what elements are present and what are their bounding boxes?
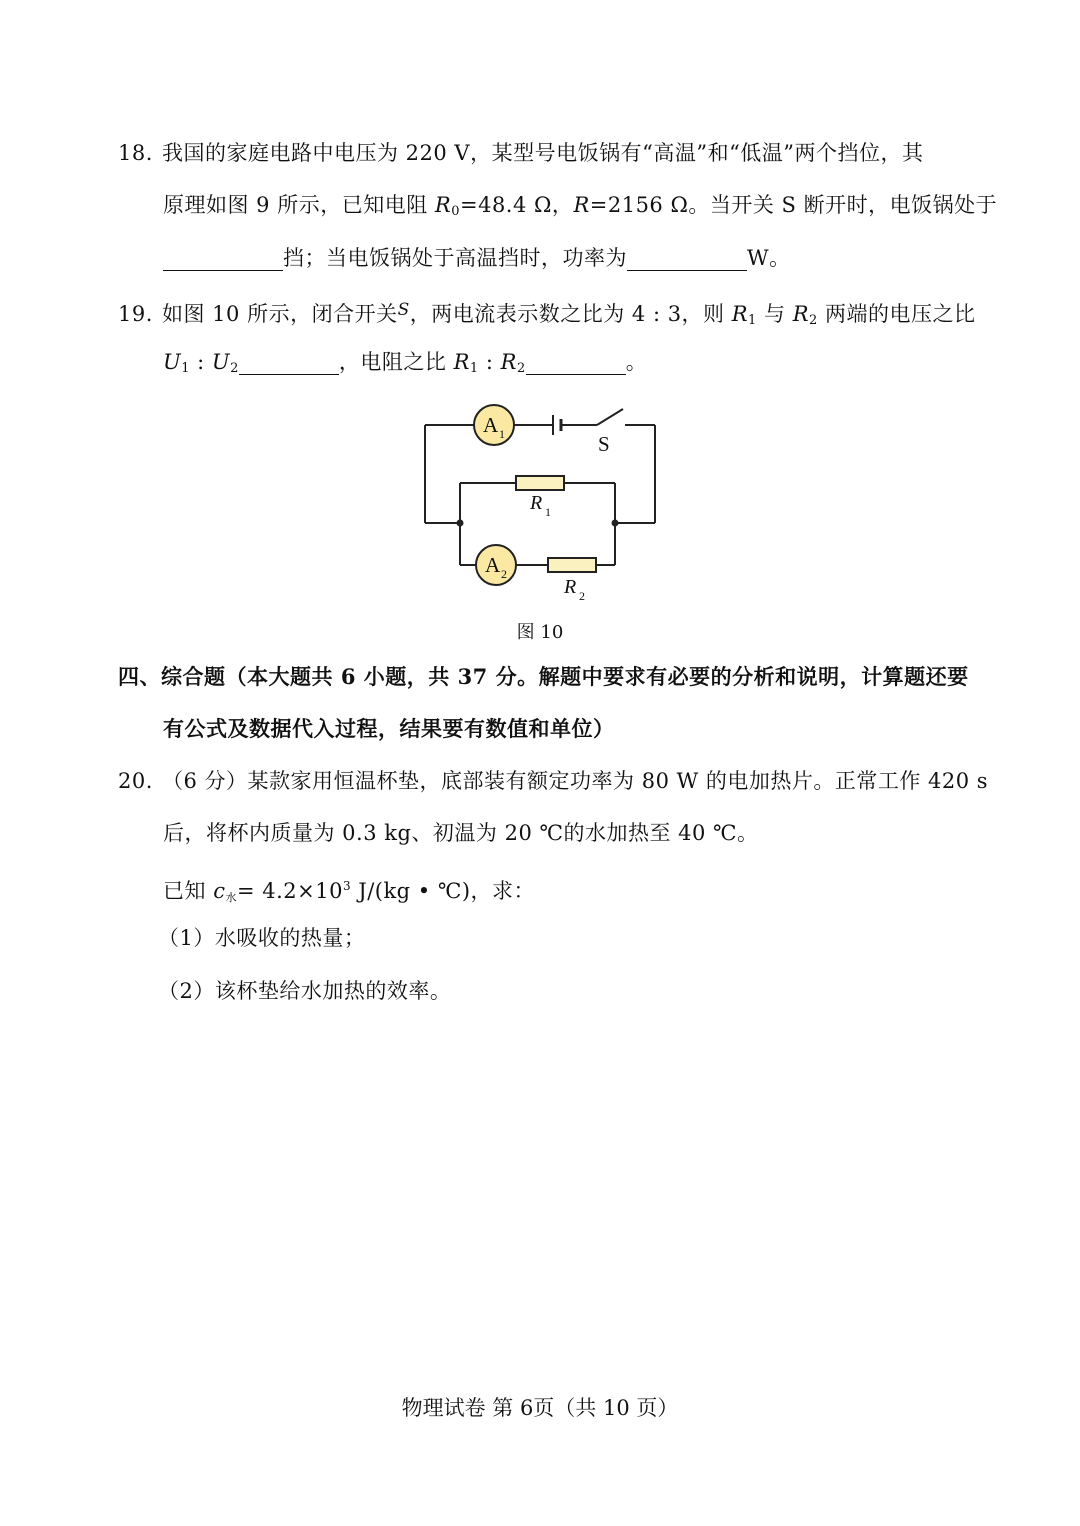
page-footer: 物理试卷 第 6页（共 10 页） [401,1396,679,1420]
q19-text-2mid: ，电阻之比 [338,350,454,374]
q18-line-3 [163,243,791,273]
q19-text-2end: 。 [625,350,648,374]
figure-caption: 图 10 [516,622,564,643]
r1-label-sub: 1 [545,505,551,519]
q19-text-1b: ，两电流表示数之比为 4 : 3，则 [409,302,732,326]
q20-c-sub: 水 [225,891,237,904]
q18-r0: R [434,193,452,217]
q19-colon: : [189,350,212,374]
a2-label: A [485,553,501,577]
section4-text-1a: 四、综合题（本大题共 [118,664,341,689]
q19-r2: R [792,302,809,326]
r2-label: R [564,576,577,598]
section4-text-1b: 小题，共 [355,664,458,689]
circuit-diagram [410,395,670,610]
section4-text-1c: 分。解题中要求有必要的分析和说明，计算题还要 [487,664,969,689]
q20-line-3 [163,871,535,913]
switch-lever [597,409,623,425]
q19-colon2: : [478,350,501,374]
q19-r2-sub: 2 [809,313,818,328]
section4-line-2 [163,714,615,744]
q19-u2-sub: 2 [230,361,239,376]
q18-text-3b: W。 [747,246,791,270]
q19-line-1 [118,295,975,336]
q20-number: 20. [118,769,153,793]
section4-score: 37 [457,664,488,689]
q18-text-2b: =48.4 Ω， [459,193,574,217]
q18-blank-1[interactable] [163,248,283,271]
q19-number: 19. [118,302,153,326]
q20-sub-2 [158,976,451,1006]
q20-text-3b: = 4.2×10 [236,879,343,903]
q20-text-3d: J/(kg • ℃)，求： [351,879,536,903]
q19-ratio-r1-sub: 1 [469,361,479,376]
q18-r: R [573,193,590,217]
q20-line-2 [163,818,759,848]
q19-ratio-r1: R [453,350,470,374]
q20-text-3a: 已知 [163,879,214,903]
q20-text-1: （6 分）某款家用恒温杯垫，底部装有额定功率为 80 W 的电加热片。正常工作 420 s [162,769,989,793]
q18-line-1 [118,138,924,168]
r1-label: R [530,492,543,514]
q19-s: S [397,300,410,320]
q18-r0-sub: 0 [451,204,460,219]
section4-text-2: 有公式及数据代入过程，结果要有数值和单位） [163,716,615,741]
q19-r1-sub: 1 [748,313,757,328]
q19-ratio-r2: R [500,350,517,374]
q19-u2: U [211,350,231,374]
q19-text-1a: 如图 10 所示，闭合开关 [162,302,398,326]
q18-text-2c: =2156 Ω。当开关 S 断开时，电饭锅处于 [589,193,998,217]
q18-line-2 [163,190,997,227]
section4-count: 6 [340,664,356,689]
q20-sub-1-text: （1）水吸收的热量； [158,926,366,950]
q19-ratio-r2-sub: 2 [516,361,526,376]
q19-line-2 [163,347,647,384]
q18-text-2a: 原理如图 9 所示，已知电阻 [163,193,435,217]
q18-number: 18. [118,141,153,165]
q18-text-1: 我国的家庭电路中电压为 220 V，某型号电饭锅有“高温”和“低温”两个挡位，其 [162,141,924,165]
resistor-r2 [548,558,596,572]
q19-text-1d: 两端的电压之比 [817,302,976,326]
q20-sub-2-text: （2）该杯垫给水加热的效率。 [158,979,452,1003]
r2-label-sub: 2 [579,589,585,603]
a2-label-sub: 2 [501,567,507,581]
q18-blank-2[interactable] [627,248,747,271]
q20-exp: 3 [342,879,352,893]
resistor-r1 [516,476,564,490]
q20-line-1 [118,766,988,796]
junction-left [457,520,464,527]
q19-text-1c: 与 [756,302,793,326]
q19-blank-1[interactable] [239,352,339,375]
q20-c: c [213,879,226,903]
q18-text-3a: 挡；当电饭锅处于高温挡时，功率为 [283,246,627,270]
q19-blank-2[interactable] [526,352,626,375]
section4-line-1 [118,662,969,692]
a1-label-sub: 1 [499,427,505,441]
switch-label: S [598,432,610,456]
q20-text-2: 后，将杯内质量为 0.3 kg、初温为 20 ℃的水加热至 40 ℃。 [163,821,759,845]
q19-r1: R [731,302,749,326]
junction-right [612,520,619,527]
a1-label: A [483,413,499,437]
q19-u1-sub: 1 [181,361,190,376]
q20-sub-1 [158,923,365,953]
q19-u1: U [163,350,182,374]
